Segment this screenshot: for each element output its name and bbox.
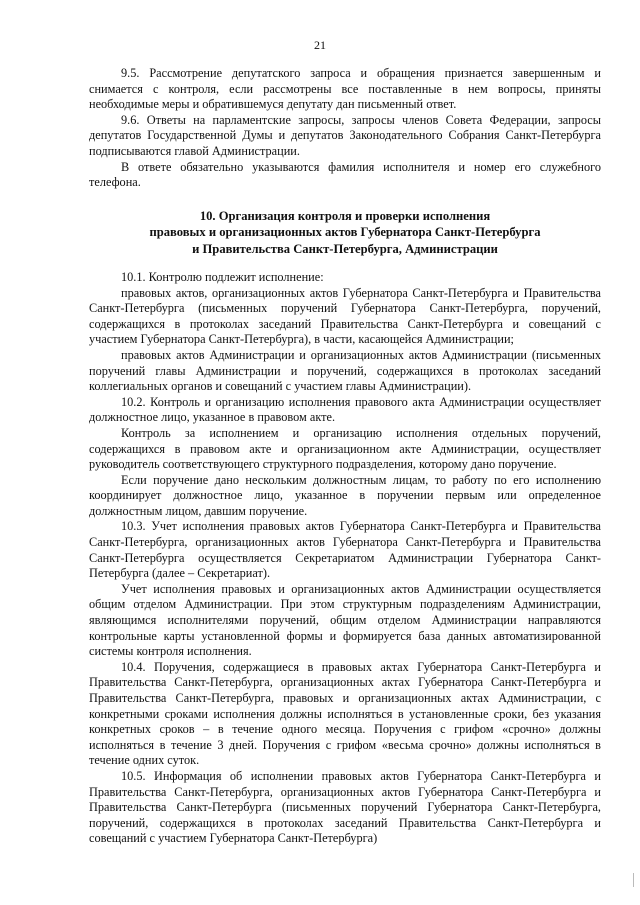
paragraph-10-5: 10.5. Информация об исполнении правовых актов Губернатора Санкт-Петербурга и Правительства Санкт-Петербурга, организационных актов Губернатора Санкт-Петербурга и Правительства Санкт-Петербурга (письменных поручений Губернатора Санкт-Петербурга, поручений, содержащихся в протоколах заседаний Правительства Санкт-Петербурга и совещаний с участием Губернатора Санкт-Петербурга) [89, 768, 601, 846]
page-number: 21 [314, 38, 326, 52]
paragraph-10-2: 10.2. Контроль и организацию исполнения правового акта Администрации осуществляет должностное лицо, указанное в правовом акте. [89, 394, 601, 425]
paragraph-10-3-accounting: Учет исполнения правовых и организационных актов Администрации осуществляется общим отделом Администрации. При этом структурным подразделениям Администрации, являющимся исполнителями поручений, общим отделом Администрации направляются контрольные карты установленной формы и формируется база данных автоматизированной системы контроля исполнения. [89, 581, 601, 659]
paragraph-10-1-item-a: правовых актов, организационных актов Губернатора Санкт-Петербурга и Правительства Санкт-Петербурга (письменных поручений Губернатора Санкт-Петербурга, поручений, содержащихся в протоколах заседаний Правительства Санкт-Петербурга и совещаний с участием Губернатора Санкт-Петербурга), в части, касающейся Администрации; [89, 285, 601, 347]
paragraph-10-3: 10.3. Учет исполнения правовых актов Губернатора Санкт-Петербурга и Правительства Санкт-Петербурга, организационных актов Губернатора Санкт-Петербурга и Правительства Санкт-Петербурга осуществляется Секретариатом Администрации Губернатора Санкт-Петербурга (далее – Секретариат). [89, 519, 601, 581]
section-heading-line: 10. Организация контроля и проверки исполнения [199, 208, 491, 223]
document-body [89, 66, 601, 847]
scan-edge-mark [633, 873, 640, 887]
section-10-heading [89, 208, 601, 257]
section-heading-line: правовых и организационных актов Губернатора Санкт-Петербурга [149, 225, 541, 240]
paragraph-10-1-item-b: правовых актов Администрации и организационных актов Администрации (письменных поручений главы Администрации и поручений, содержащихся в протоколах заседаний коллегиальных органов и совещаний с участием главы Администрации). [89, 347, 601, 394]
paragraph-9-5: 9.5. Рассмотрение депутатского запроса и обращения признается завершенным и снимается с контроля, если рассмотрены все поставленные в нем вопросы, приняты необходимые меры и обратившемуся депутату дан письменный ответ. [89, 66, 601, 112]
paragraph-10-4: 10.4. Поручения, содержащиеся в правовых актах Губернатора Санкт-Петербурга и Правительства Санкт-Петербурга, организационных актах Губернатора Санкт-Петербурга и Правительства Санкт-Петербурга, правовых и организационных актах Администрации, с конкретными сроками исполнения должны исполняться в установленные сроки, без указания конкретных сроков – в течение одного месяца. Поручения с грифом «срочно» должны исполняться в течение 3 дней. Поручения с грифом «весьма срочно» должны исполняться в течение одних суток. [89, 659, 601, 768]
paragraph-9-6: 9.6. Ответы на парламентские запросы, запросы членов Совета Федерации, запросы депутатов Государственной Думы и депутатов Законодательного Собрания Санкт-Петербурга подписываются главой Администрации. [89, 112, 601, 158]
paragraph-10-2-control: Контроль за исполнением и организацию исполнения отдельных поручений, содержащихся в правовом акте и организационном акте Администрации, осуществляет руководитель соответствующего структурного подразделения, которому дано поручение. [89, 425, 601, 472]
paragraph-answer-requirements: В ответе обязательно указываются фамилия исполнителя и номер его служебного телефона. [89, 159, 601, 190]
paragraph-10-2-several: Если поручение дано нескольким должностным лицам, то работу по его исполнению координирует должностное лицо, указанное в поручении первым или определенное должностным лицом, давшим поручение. [89, 472, 601, 518]
section-heading-line: и Правительства Санкт-Петербурга, Администрации [192, 241, 498, 256]
paragraph-10-1: 10.1. Контролю подлежит исполнение: [121, 269, 324, 284]
